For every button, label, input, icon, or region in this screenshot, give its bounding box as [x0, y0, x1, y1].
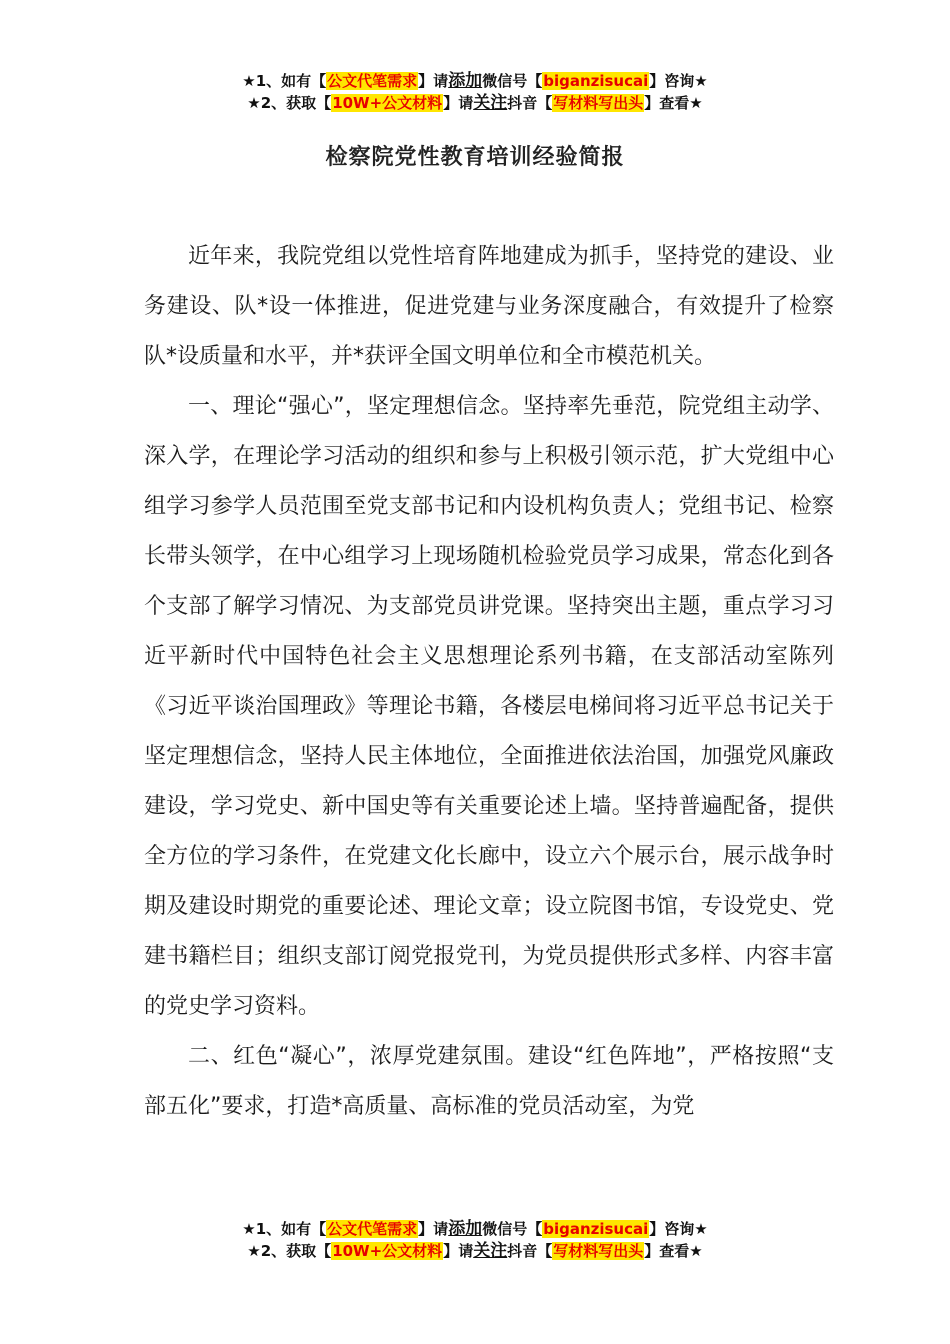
promo-text: 抖音【: [507, 94, 553, 112]
paragraph-section-2: 二、红色“凝心”，浓厚党建氛围。建设“红色阵地”，严格按照“支部五化”要求，打造*高质量、高标准的党员活动室，为党: [144, 1044, 834, 1119]
header-promo-banner: [0, 70, 950, 114]
paragraph-section-1: 一、理论“强心”，坚定理想信念。坚持率先垂范，院党组主动学、深入学，在理论学习活动的组织和参与上积极引领示范，扩大党组中心组学习参学人员范围至党支部书记和内设机构负责人；党组书记、检察长带头领学，在中心组学习上现场随机检验党员学习成果，常态化到各个支部了解学习情况、为支部党员讲党课。坚持突出主题，重点学习习近平新时代中国特色社会主义思想理论系列书籍，在支部活动室陈列《习近平谈治国理政》等理论书籍，各楼层电梯间将习近平总书记关于坚定理想信念，坚持人民主体地位，全面推进依法治国，加强党风廉政建设，学习党史、新中国史等有关重要论述上墙。坚持普遍配备，提供全方位的学习条件，在党建文化长廊中，设立六个展示台，展示战争时期及建设时期党的重要论述、理论文章；设立院图书馆，专设党史、党建书籍栏目；组织支部订阅党报党刊，为党员提供形式多样、内容丰富的党史学习资料。: [144, 394, 834, 1019]
promo-highlight: 10W+公文材料: [332, 94, 443, 112]
document-body: [144, 232, 834, 1132]
paragraph-intro: 近年来，我院党组以党性培育阵地建成为抓手，坚持党的建设、业务建设、队*设一体推进，促进党建与业务深度融合，有效提升了检察队*设质量和水平，并*获评全国文明单位和全市模范机关。: [144, 244, 834, 369]
promo-text: ★2、获取【: [247, 1242, 332, 1260]
promo-underline: 添加: [448, 1219, 483, 1239]
promo-text: 微信号【: [482, 1220, 543, 1238]
footer-promo-banner: [0, 1218, 950, 1262]
promo-highlight: 公文代笔需求: [327, 1220, 418, 1238]
promo-wechat-id: biganzisucai: [543, 72, 649, 90]
promo-text: 微信号【: [482, 72, 543, 90]
document-title: 检察院党性教育培训经验简报: [325, 145, 625, 170]
promo-text: 抖音【: [507, 1242, 553, 1260]
promo-text: ★1、如有【: [242, 72, 327, 90]
promo-text: 】查看★: [644, 94, 703, 112]
promo-highlight: 10W+公文材料: [332, 1242, 443, 1260]
promo-text: 】请: [418, 72, 449, 90]
promo-text: 】请: [443, 94, 474, 112]
promo-douyin-account: 写材料写出头: [553, 94, 644, 112]
promo-underline: 添加: [448, 71, 483, 91]
promo-douyin-account: 写材料写出头: [553, 1242, 644, 1260]
promo-line-1: [0, 70, 950, 92]
promo-underline: 关注: [473, 1241, 508, 1261]
promo-text: 】咨询★: [649, 72, 708, 90]
promo-underline: 关注: [473, 93, 508, 113]
promo-line-1: [0, 1218, 950, 1240]
promo-line-2: [0, 1240, 950, 1262]
promo-text: 】查看★: [644, 1242, 703, 1260]
promo-text: 】请: [418, 1220, 449, 1238]
promo-wechat-id: biganzisucai: [543, 1220, 649, 1238]
promo-highlight: 公文代笔需求: [327, 72, 418, 90]
promo-text: 】请: [443, 1242, 474, 1260]
promo-text: ★1、如有【: [242, 1220, 327, 1238]
promo-line-2: [0, 92, 950, 114]
promo-text: 】咨询★: [649, 1220, 708, 1238]
promo-text: ★2、获取【: [247, 94, 332, 112]
